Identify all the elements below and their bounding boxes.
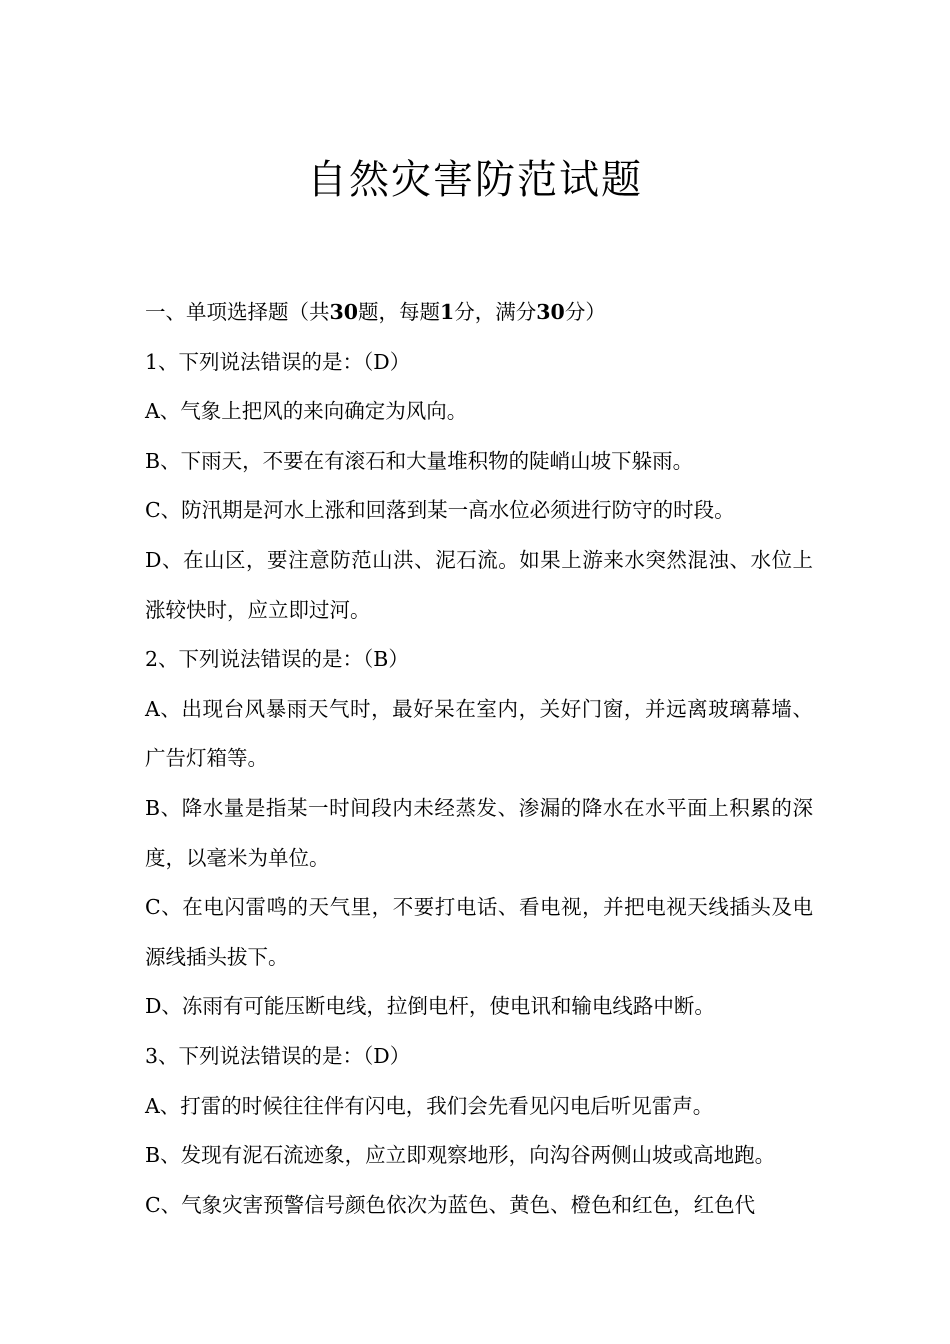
- question-option: C、防汛期是河水上涨和回落到某一高水位必须进行防守的时段。: [145, 498, 735, 523]
- document-body: [145, 288, 813, 1230]
- question-option: D、冻雨有可能压断电线，拉倒电杆，使电讯和输电线路中断。: [145, 994, 715, 1019]
- question-stem: 3、下列说法错误的是：（D）: [145, 1043, 411, 1068]
- question-option: D、在山区，要注意防范山洪、泥石流。如果上游来水突然混浊、水位上涨较快时，应立即过河。: [145, 547, 813, 622]
- question-option: B、降水量是指某一时间段内未经蒸发、渗漏的降水在水平面上积累的深度，以毫米为单位。: [145, 795, 813, 870]
- question-stem: 1、下列说法错误的是：（D）: [145, 349, 411, 374]
- question-option: A、气象上把风的来向确定为风向。: [145, 399, 468, 424]
- question-option: C、气象灾害预警信号颜色依次为蓝色、黄色、橙色和红色，红色代: [145, 1192, 756, 1217]
- question-option: A、出现台风暴雨天气时，最好呆在室内，关好门窗，并远离玻璃幕墙、广告灯箱等。: [145, 696, 813, 771]
- document-title: 自然灾害防范试题: [307, 157, 643, 203]
- question-option: B、发现有泥石流迹象，应立即观察地形，向沟谷两侧山坡或高地跑。: [145, 1143, 776, 1168]
- question-option: C、在电闪雷鸣的天气里，不要打电话、看电视，并把电视天线插头及电源线插头拔下。: [145, 895, 813, 969]
- question-option: A、打雷的时候往往伴有闪电，我们会先看见闪电后听见雷声。: [145, 1093, 714, 1118]
- question-stem: 2、下列说法错误的是：（B）: [145, 647, 409, 672]
- section-heading: 一、单项选择题（共30题，每题1分，满分30分）: [145, 300, 606, 324]
- question-option: B、下雨天，不要在有滚石和大量堆积物的陡峭山坡下躲雨。: [145, 448, 694, 473]
